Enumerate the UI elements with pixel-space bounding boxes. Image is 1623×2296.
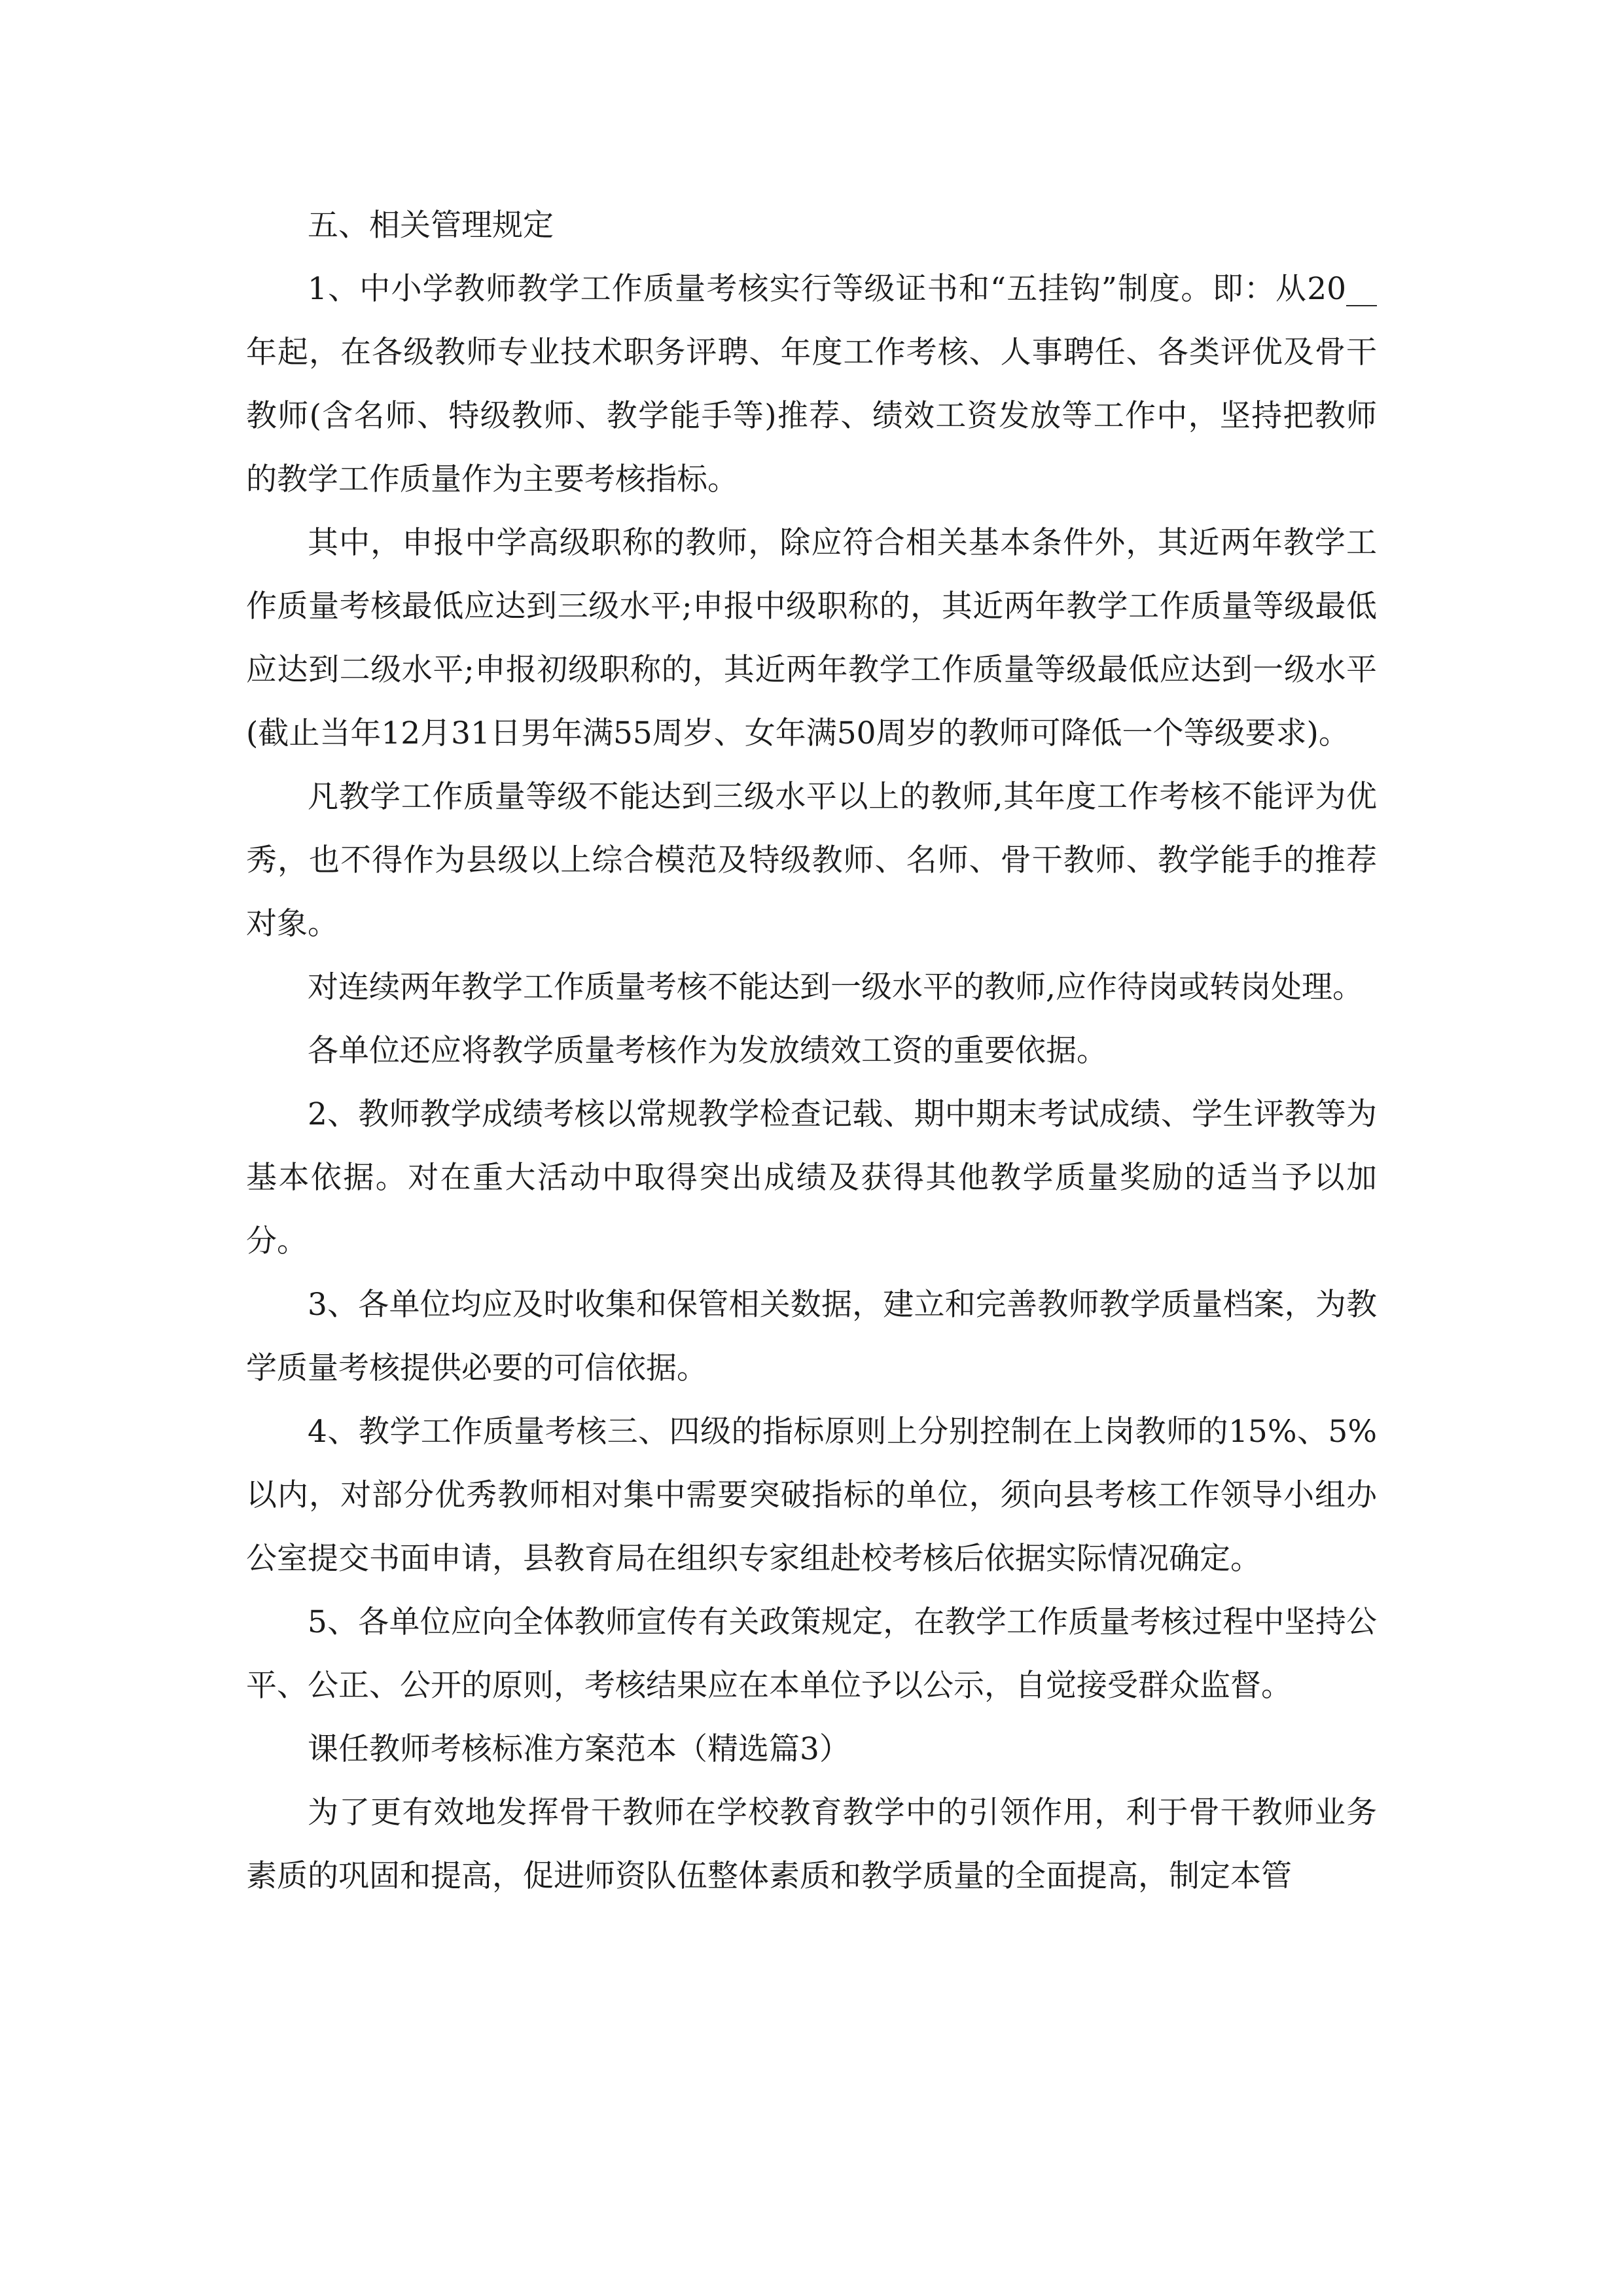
paragraph: 凡教学工作质量等级不能达到三级水平以上的教师,其年度工作考核不能评为优秀，也不得作为县级以上综合模范及特级教师、名师、骨干教师、教学能手的推荐对象。 bbox=[246, 779, 1377, 942]
paragraph: 为了更有效地发挥骨干教师在学校教育教学中的引领作用，利于骨干教师业务素质的巩固和提高，促进师资队伍整体素质和教学质量的全面提高，制定本管 bbox=[246, 1795, 1377, 1894]
paragraph: 1、中小学教师教学工作质量考核实行等级证书和“五挂钩”制度。即：从20__年起，在各级教师专业技术职务评聘、年度工作考核、人事聘任、各类评优及骨干教师(含名师、特级教师、教学能手等)推荐、绩效工资发放等工作中，坚持把教师的教学工作质量作为主要考核指标。 bbox=[246, 271, 1377, 497]
section-heading: 五、相关管理规定 bbox=[308, 207, 554, 243]
document-body bbox=[246, 194, 1377, 1908]
paragraph: 各单位还应将教学质量考核作为发放绩效工资的重要依据。 bbox=[308, 1033, 1107, 1069]
section-heading: 课任教师考核标准方案范本（精选篇3） bbox=[308, 1731, 850, 1767]
paragraph: 5、各单位应向全体教师宣传有关政策规定，在教学工作质量考核过程中坚持公平、公正、公开的原则，考核结果应在本单位予以公示，自觉接受群众监督。 bbox=[246, 1604, 1377, 1704]
paragraph: 对连续两年教学工作质量考核不能达到一级水平的教师,应作待岗或转岗处理。 bbox=[308, 969, 1363, 1005]
paragraph: 其中，申报中学高级职称的教师，除应符合相关基本条件外，其近两年教学工作质量考核最低应达到三级水平;申报中级职称的，其近两年教学工作质量等级最低应达到二级水平;申报初级职称的，其近两年教学工作质量等级最低应达到一级水平(截止当年12月31日男年满55周岁、女年满50周岁的教师可降低一个等级要求)。 bbox=[246, 525, 1377, 751]
paragraph: 3、各单位均应及时收集和保管相关数据，建立和完善教师教学质量档案，为教学质量考核提供必要的可信依据。 bbox=[246, 1287, 1377, 1386]
paragraph: 4、教学工作质量考核三、四级的指标原则上分别控制在上岗教师的15%、5%以内，对部分优秀教师相对集中需要突破指标的单位，须向县考核工作领导小组办公室提交书面申请，县教育局在组织专家组赴校考核后依据实际情况确定。 bbox=[246, 1414, 1377, 1577]
paragraph: 2、教师教学成绩考核以常规教学检查记载、期中期末考试成绩、学生评教等为基本依据。对在重大活动中取得突出成绩及获得其他教学质量奖励的适当予以加分。 bbox=[246, 1096, 1377, 1259]
